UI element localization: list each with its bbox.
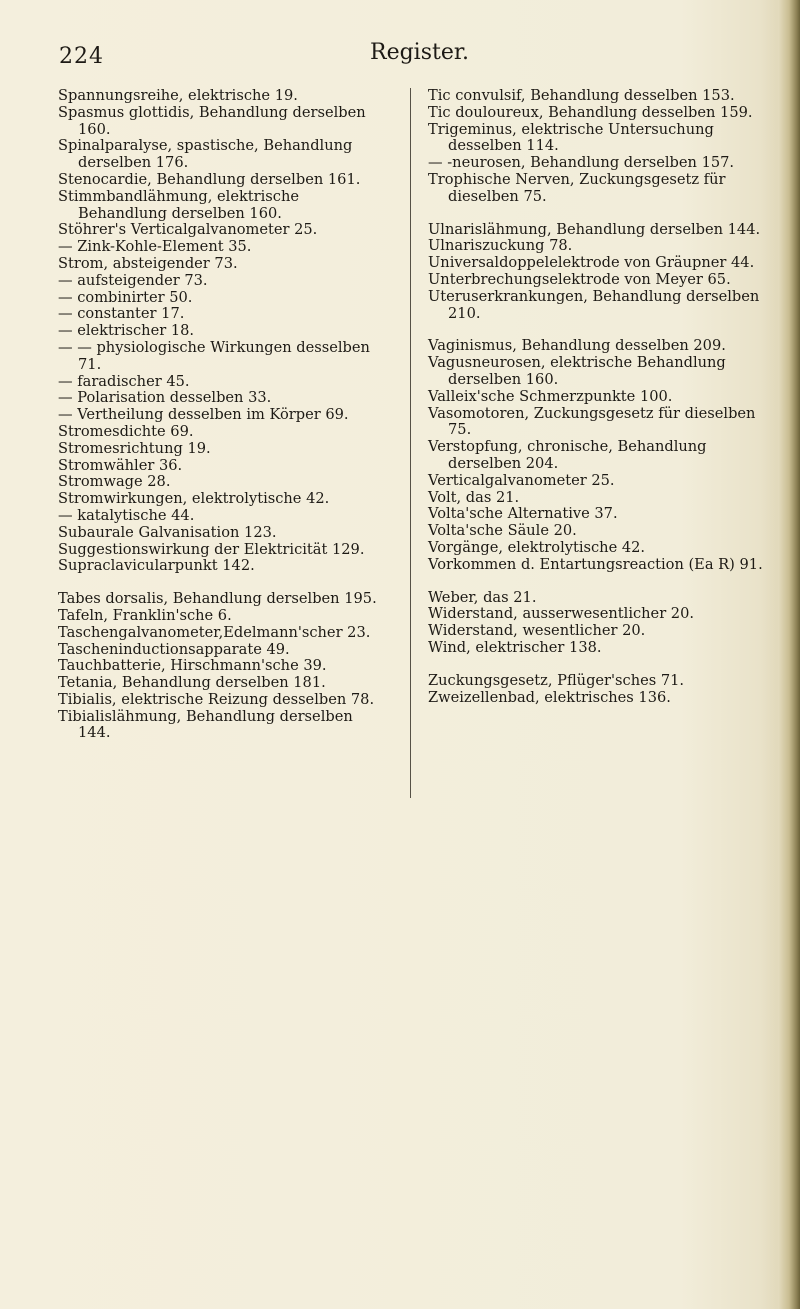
index-entry: Trigeminus, elektrische Untersuchung desselben 114. [428,120,714,155]
index-entry: Widerstand, wesentlicher 20. [428,622,646,640]
index-entry: — katalytische 44. [58,506,195,524]
index-entry: Strom, absteigender 73. [58,254,238,272]
index-entry: Zuckungsgesetz, Pflüger'sches 71. [428,671,685,689]
page-edge [778,0,800,1309]
index-entry: Valleix'sche Schmerzpunkte 100. [428,387,673,405]
index-entry: Tibialislähmung, Behandlung derselben 144. [58,707,353,742]
index-entry: Ulnarislähmung, Behandlung derselben 144. [428,220,761,238]
index-entry: Vorgänge, elektrolytische 42. [428,538,646,556]
running-head: Register. [370,40,469,65]
index-entry: — -neurosen, Behandlung derselben 157. [428,154,735,172]
index-entry: Vasomotoren, Zuckungsgesetz für dieselben 75. [428,404,756,439]
index-entry: Tic convulsif, Behandlung desselben 153. [428,87,735,104]
index-column-right [428,88,768,706]
index-entry: Trophische Nerven, Zuckungsgesetz für dieselben 75. [428,170,726,205]
index-entry: Vagusneurosen, elektrische Behandlung derselben 160. [428,354,726,388]
index-entry: — elektrischer 18. [58,322,195,340]
index-entry: Vaginismus, Behandlung desselben 209. [428,337,726,355]
index-entry: Ulnariszuckung 78. [428,237,573,255]
index-entry: — Polarisation desselben 33. [58,389,272,407]
index-entry: Stromesrichtung 19. [58,439,211,457]
index-entry: Stenocardie, Behandlung derselben 161. [58,170,361,188]
index-entry: Stromwähler 36. [58,456,183,474]
index-entry: Unterbrechungselektrode von Meyer 65. [428,270,731,288]
index-entry: Supraclavicularpunkt 142. [58,557,255,575]
index-column-left [58,88,388,742]
index-entry: Tabes dorsalis, Behandlung derselben 195. [58,590,377,608]
index-entry: Volta'sche Säule 20. [428,522,577,540]
index-entry: Wind, elektrischer 138. [428,638,602,656]
index-entry: Spinalparalyse, spastische, Behandlung derselben 176. [58,137,353,172]
index-entry: — Vertheilung desselben im Körper 69. [58,406,349,424]
index-entry: Tetania, Behandlung derselben 181. [58,674,326,692]
index-entry: — Zink-Kohle-Element 35. [58,238,252,256]
index-entry: — combinirter 50. [58,288,193,306]
index-entry: Taschengalvanometer,Edelmann'scher 23. [58,623,371,641]
index-entry: Tascheninductionsapparate 49. [58,640,290,658]
index-entry: Volta'sche Alternative 37. [428,505,618,523]
index-entry: Volt, das 21. [428,488,520,506]
index-entry: Weber, das 21. [428,588,537,606]
index-entry: Stromwage 28. [58,473,171,491]
index-entry: Spannungsreihe, elektrische 19. [58,87,298,104]
index-entry: Verstopfung, chronische, Behandlung derselben 204. [428,438,707,472]
index-entry: Stromwirkungen, elektrolytische 42. [58,490,330,508]
index-entry: Widerstand, ausserwesentlicher 20. [428,605,695,623]
index-entry: Tauchbatterie, Hirschmann'sche 39. [58,657,327,675]
column-divider [410,88,411,798]
index-entry: — faradischer 45. [58,372,190,390]
index-entry: Stimmbandlähmung, elektrische Behandlung derselben 160. [58,187,300,222]
index-entry: Universaldoppelelektrode von Gräupner 44. [428,254,755,272]
index-entry: Subaurale Galvanisation 123. [58,523,277,541]
index-entry: Tic douloureux, Behandlung desselben 159. [428,103,753,121]
index-entry: — — physiologische Wirkungen desselben 71. [58,338,370,373]
index-entry: Verticalgalvanometer 25. [428,471,615,489]
index-entry: Zweizellenbad, elektrisches 136. [428,688,671,706]
index-entry: Vorkommen d. Entartungsreaction (Ea R) 91. [428,555,763,573]
index-entry: Stromesdichte 69. [58,422,194,440]
index-entry: Stöhrer's Verticalgalvanometer 25. [58,221,318,239]
index-entry: Spasmus glottidis, Behandlung derselben 160. [58,103,366,138]
index-entry: Uteruserkrankungen, Behandlung derselben 210. [428,287,760,322]
page-number: 224 [59,44,104,69]
index-entry: Tafeln, Franklin'sche 6. [58,606,232,624]
index-entry: — aufsteigender 73. [58,271,208,289]
index-entry: Tibialis, elektrische Reizung desselben 78. [58,690,375,708]
index-entry: — constanter 17. [58,305,185,323]
index-entry: Suggestionswirkung der Elektricität 129. [58,540,365,558]
